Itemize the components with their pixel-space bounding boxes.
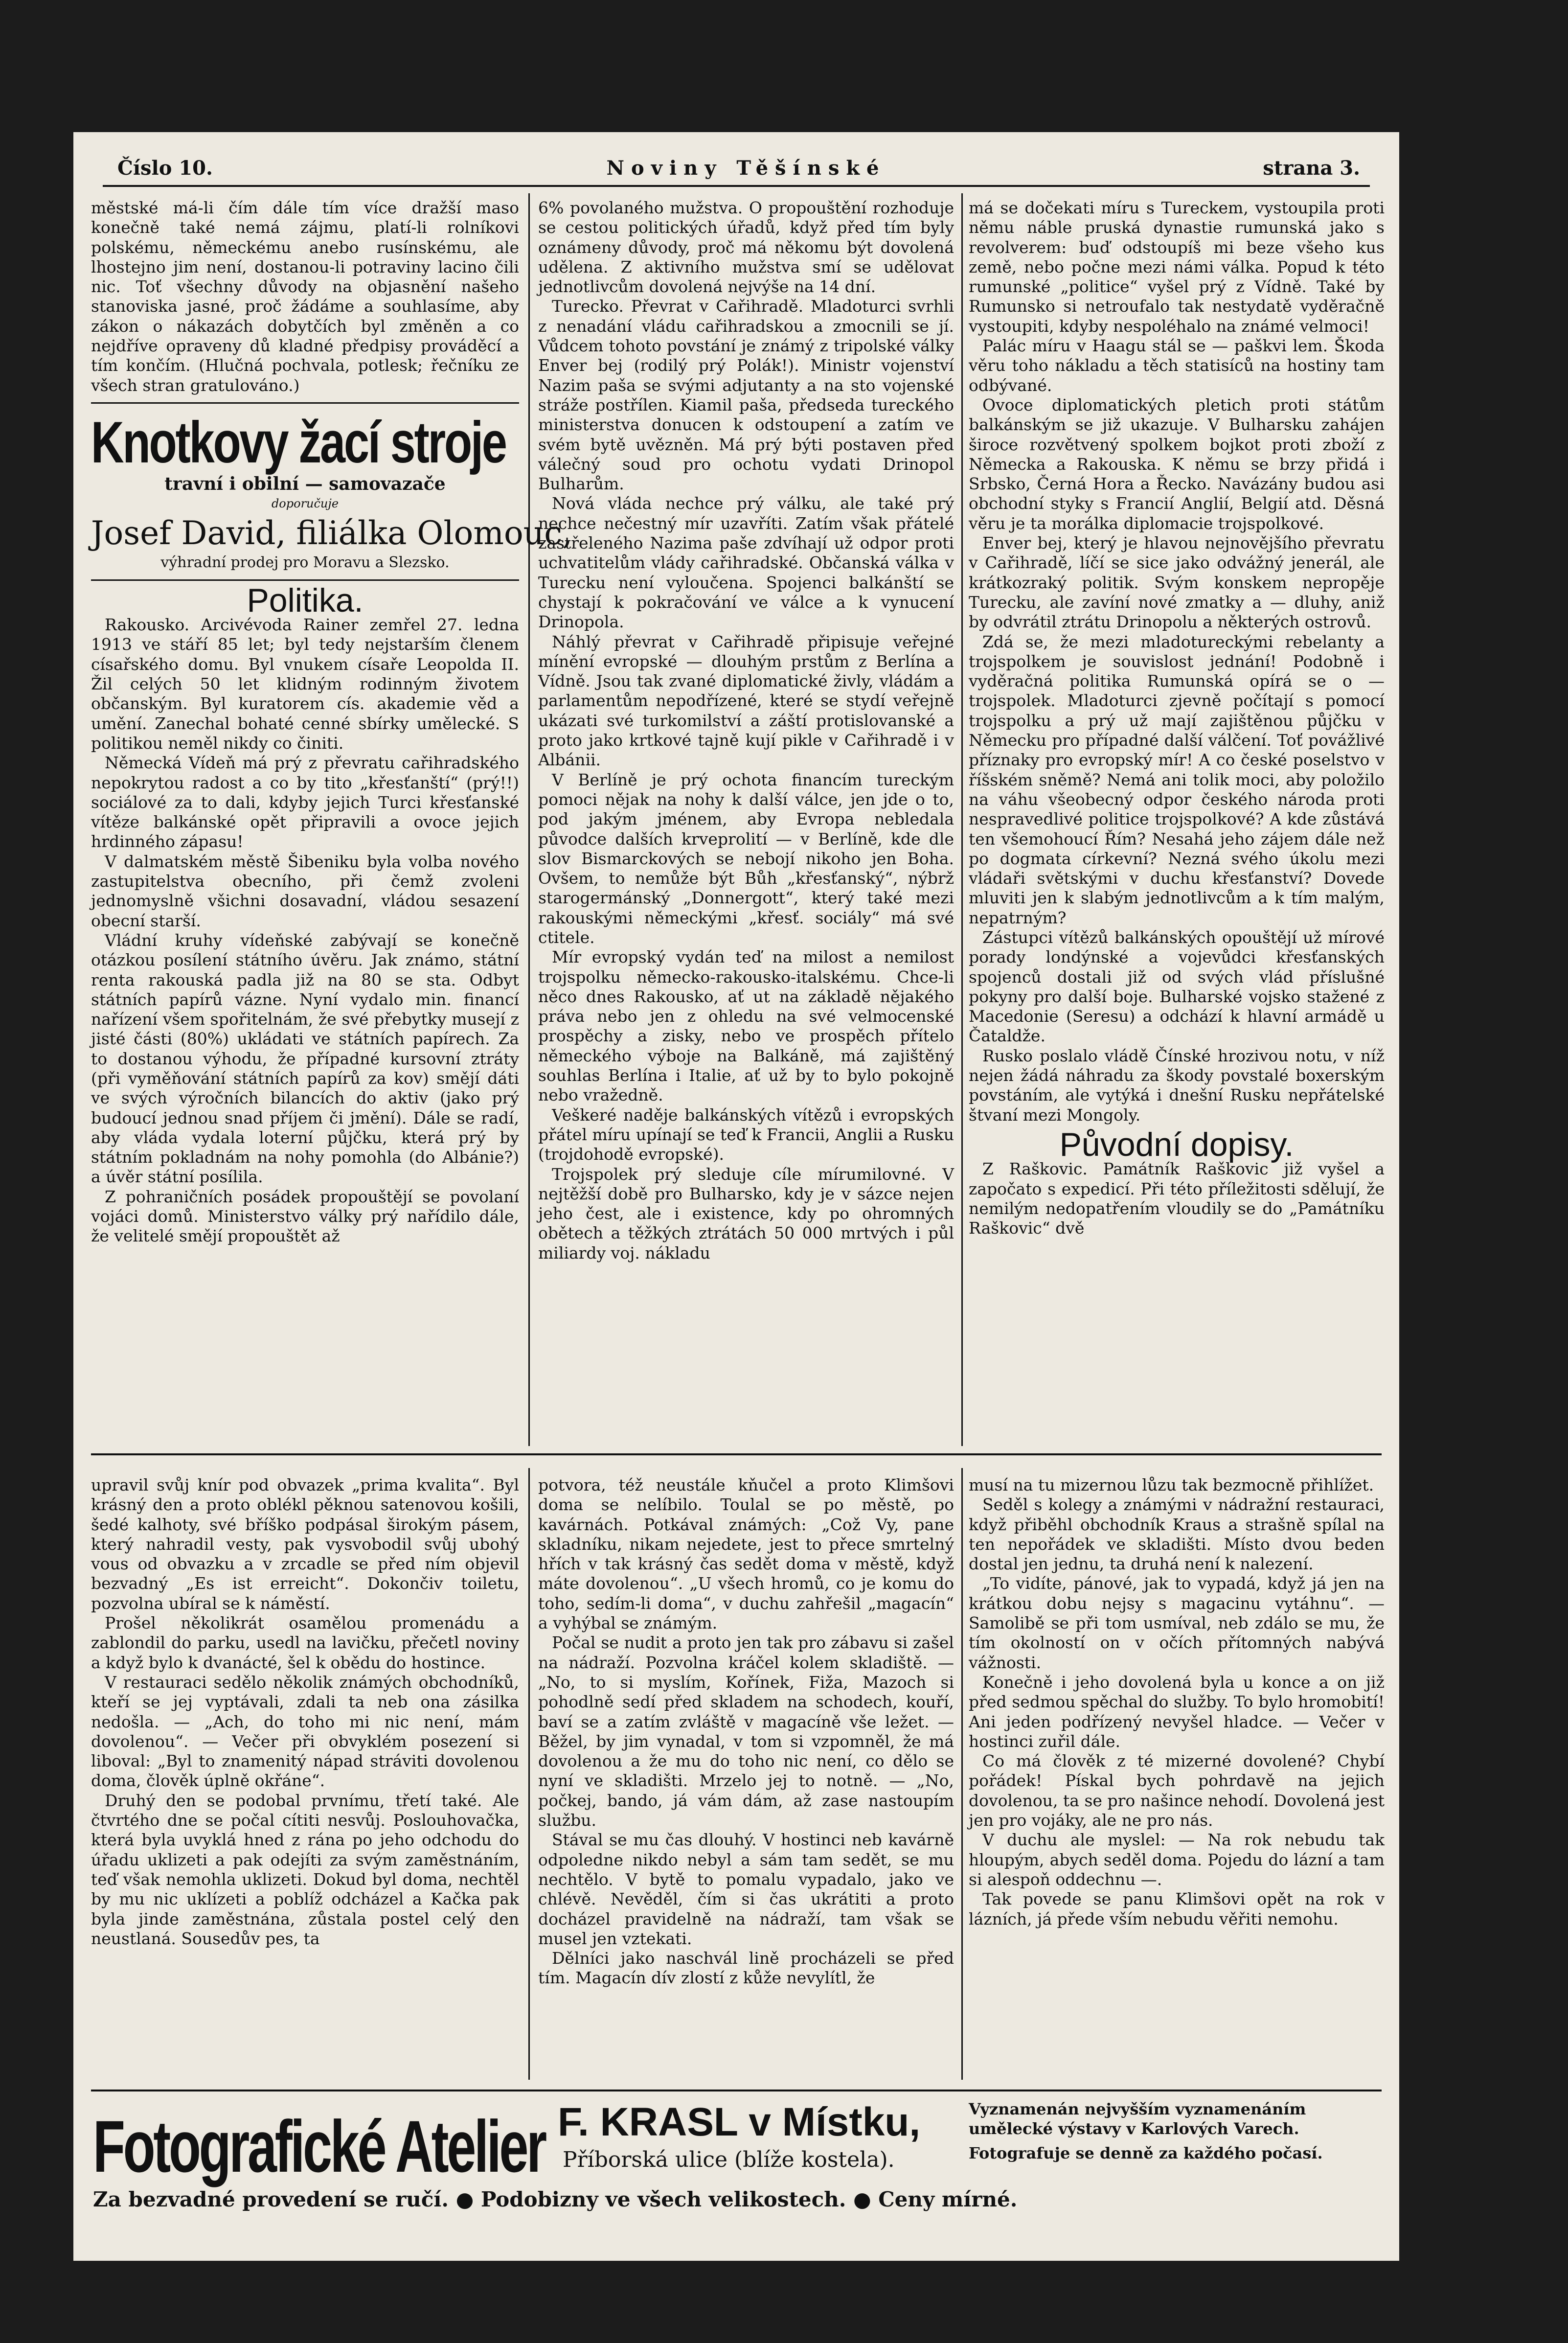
article-paragraph: má se dočekati míru s Tureckem, vystoupila proti němu náble pruská dynastie rumunská jako s revolverem: buď odstoupíš mi beze všeho kus země, nebo počne mezi námi válka. Popud k této rumunské „politice“ vyšel prý z Vídně. Také by Rumunsko si netroufalo tak nestydatě vyděračně vystoupiti, kdyby nespoléhalo na známé velmoci! — [969, 198, 1385, 336]
ad-knotek-recommend: doporučuje — [271, 497, 339, 511]
article-paragraph: V dalmatském městě Šibeniku byla volba nového zastupitelstva obecního, při čemž zvoleni jednomyslně všichni dosavadní, vládou sesazení obecní starší. — [91, 851, 519, 930]
column-divider — [528, 193, 530, 1446]
column-3 — [969, 198, 1385, 1238]
story-paragraph: Tak povede se panu Klimšovi opět na rok v lázních, já přede vším nebudu věřiti nemohu. — [969, 1889, 1385, 1929]
story-paragraph: Dělníci jako naschvál lině procházeli se před tím. Magacín dív zlostí z kůže nevylítl, že — [538, 1949, 954, 1988]
story-paragraph: Stával se mu čas dlouhý. V hostinci neb kavárně odpoledne nikdo nebyl a sám tam sedět, se mu nechtělo. V bytě to pomalu vypadalo, jako ve chlévě. Nevěděl, čím si čas ukrátiti a proto docházel pravidelně na nádraží, tam však se musel jen vztekati. — [538, 1830, 954, 1948]
article-paragraph: Rusko poslalo vládě Čínské hrozivou notu, v níž nejen žádá náhradu za škody povstalé boxerským povstáním, ale vytýká i dnešní Rusku nepřátelské štvaní mezi Mongoly. — [969, 1046, 1385, 1125]
ad-foto-weather: Fotografuje se denně za každého počasí. — [969, 2144, 1323, 2162]
article-paragraph: Z pohraničních posádek propouštějí se povolaní vojáci domů. Ministerstvo války prý nařídilo dále, že velitelé smějí propouštět až — [91, 1187, 519, 1246]
article-paragraph: Vládní kruhy vídeňské zabývají se konečně otázkou posílení státního úvěru. Jak známo, státní renta rakouská padla již na 80 se sta. Odbyt státních papírů vázne. Nyní vydalo min. financí nařízení všem spořitelnám, že své přebytky musejí z jisté části (80%) ukládati ve státních papírech. Za to dostanou výhodu, že případné kursovní ztráty (při vyměňování státních papírů za kov) smějí dáti ve svých výročních bilancích do aktiv (jako prý budoucí jednou snad příjem či jmění). Dále se radí, aby vláda vydala loterní půjčku, která prý by státním pokladnám na nohy pomohla (do Albánie?) a úvěr státní posílila. — [91, 930, 519, 1187]
article-paragraph: Rakousko. Arcivévoda Rainer zemřel 27. ledna 1913 ve stáří 85 let; byl tedy nejstarším členem císařského domu. Byl vnukem císaře Leopolda II. Žil celých 50 let klidným rodinným životem občanským. Byl kuratorem cís. akademie věd a umění. Zanechal bohaté cenné sbírky umělecké. S politikou neměl nikdy co činiti. — [91, 615, 519, 753]
story-paragraph: Počal se nudit a proto jen tak pro zábavu si zašel na nádraží. Pozvolna kráčel kolem skladiště. — „No, to si myslím, Kořínek, Fiža, Mazoch si pohodlně sedí před skladem na schodech, kouří, baví se a zatím zvláště v magacíně vše ležet. — Běžel, by jim vynadal, v tom si vzpomněl, že má dovolenou a že mu do toho nic není, co dělo se nyní ve skladišti. Mrzelo jej to notně. — „No, počkej, bando, já vám dám, až zase nastoupím službu. — [538, 1633, 954, 1830]
ad-foto-owner: F. KRASL v Místku, — [558, 2100, 921, 2144]
section-rule — [91, 1453, 1382, 1455]
divider — [91, 402, 519, 404]
column-2 — [538, 198, 954, 1263]
article-text: městské má-li čím dále tím více dražší maso konečně také nemá zájmu, platí-li rolníkovi polskému, německému anebo rusínskému, ale lhostejno jim není, dostanou-li potraviny lacino čili nic. Toť všechny důvody na objasnění našeho stanoviska jasné, proč žádáme a souhlasíme, aby zákon o nákazách dobytčích byl změněn a co nejdříve opraveny dů kladné předpisy prováděcí a tím končím. (Hlučná pochvala, potlesk; řečníku ze všech stran gratulováno.) — [91, 198, 519, 395]
ad-knotek-title: Knotkovy žací stroje — [91, 409, 506, 475]
article-paragraph: Trojspolek prý sleduje cíle mírumilovné. V nejtěžší době pro Bulharsko, kdy je v sázce nejen jeho čest, ale i existence, kdy po ohromných obětech a těžkých ztrátách 50 000 mrtvých i půl miliardy voj. nákladu — [538, 1164, 954, 1263]
ad-foto-slogan: Za bezvadné provedení se ručí. ● Podobizny ve všech velikostech. ● Ceny mírné. — [93, 2187, 1018, 2211]
ad-knotek-company: Josef David, filiálka Olomouc, — [91, 514, 573, 552]
ad-knotek-subtitle: travní i obilní — samovazače — [164, 473, 446, 494]
story-paragraph: „To vidíte, pánové, jak to vypadá, když já jen na krátkou dobu nejsy s magacinu vytáhnu“. — Samolibě se při tom usmíval, neb zdálo se mu, že tím okolností on v očích přítomných nabývá vážnosti. — [969, 1574, 1385, 1672]
story-paragraph: upravil svůj knír pod obvazek „prima kvalita“. Byl krásný den a proto oblékl pěknou satenovou košili, šedé kalhoty, své bříško podpásal širokým pásem, který nahradil vesty, pak vysvobodil svůj ubohý vous od obvazku a v zrcadle se před ním objevil bezvadný „Es ist erreicht“. Dokončiv toiletu, pozvolna ubíral se k náměstí. — [91, 1475, 519, 1613]
ad-foto-address: Příborská ulice (blíže kostela). — [563, 2147, 895, 2172]
column-divider — [961, 193, 963, 1446]
article-paragraph: V Berlíně je prý ochota financím tureckým pomoci nějak na nohy k další válce, jen jde o to, pod jakým jménem, aby Evropa nebledala původce dalších krveprolití — v Berlíně, kde dle slov Bismarckových se nebojí nikoho jen Boha. Ovšem, to nemůže být Bůh „křesťanský“, nýbrž starogermánský „Donnergott“, který také mezi rakouskými německými „křesť. sociály“ má své ctitele. — [538, 770, 954, 947]
ad-foto-title: Fotografické Atelier — [93, 2105, 545, 2187]
story-column-1 — [91, 1475, 519, 1949]
article-paragraph: Německá Vídeň má prý z převratu cařihradského nepokrytou radost a co by tito „křesťanští“ (prý!!) sociálové za to dali, kdyby jejich Turci křesťanské vítěze balkánské opět připravili a ovoce jejich hrdinného zápasu! — [91, 753, 519, 851]
masthead: Noviny Těšínské — [606, 157, 886, 180]
section-heading-politika: Politika. — [247, 581, 364, 619]
ad-rule — [91, 2090, 1382, 2091]
page-number: strana 3. — [1263, 157, 1360, 180]
column-divider — [961, 1468, 963, 2080]
story-column-3 — [969, 1475, 1385, 1929]
story-paragraph: Druhý den se podobal prvnímu, třetí také. Ale čtvrtého dne se počal cítiti nesvůj. Poslouhovačka, která byla uvyklá hned z rána po jeho odchodu do úřadu uklizeti a pak odejíti za svým zaměstnáním, teď však nemohla uklizeti. Dokud byl doma, nechtěl by mu nic uklízeti a poblíž odcházel a Kačka pak byla jinde zaměstnána, zůstala postel celý den neustlaná. Sousedův pes, ta — [91, 1791, 519, 1948]
ad-knotek-sales: výhradní prodej pro Moravu a Slezsko. — [160, 553, 450, 571]
story-paragraph: Konečně i jeho dovolená byla u konce a on již před sedmou spěchal do služby. To bylo hromobití! Ani jeden podřízený nevyšel hladce. — Večer v hostinci zuřil dále. — [969, 1672, 1385, 1751]
story-paragraph: Co má člověk z té mizerné dovolené? Chybí pořádek! Pískal bych pohrdavě na jejich dovolenou, ta se pro našince nehodí. Dovolená jest jen pro vojáky, ale ne pro nás. — [969, 1751, 1385, 1830]
story-paragraph: Prošel několikrát osamělou promenádu a zablondil do parku, usedl na lavičku, přečetl noviny a když bylo k dvanácté, šel k obědu do hostince. — [91, 1613, 519, 1672]
story-paragraph: potvora, též neustále kňučel a proto Klimšovi doma se nelíbilo. Toulal se po městě, po kavárnách. Potkával známých: „Což Vy, pane skladníku, nikam nejedete, jest to přece smrtelný hřích v tak krásný čas sedět doma v městě, když máte dovolenou“. „U všech hromů, co je komu do toho, sedím-li doma“, v duchu zahřešil „magacín“ a vyhýbal se známým. — [538, 1475, 954, 1633]
story-column-2 — [538, 1475, 954, 1988]
article-paragraph: Zástupci vítězů balkánských opouštějí už mírové porady londýnské a vojevůdci křesťanských spojenců dostali již od svých vlád příslušné pokyny pro další boje. Bulharské vojsko stažené z Macedonie (Seresu) a odchází k hlavní armádě u Čataldže. — [969, 927, 1385, 1046]
article-paragraph: Veškeré naděje balkánských vítězů i evropských přátel míru upínají se teď k Francii, Anglii a Rusku (trojdohodě evropské). — [538, 1105, 954, 1164]
divider — [91, 579, 519, 581]
article-paragraph: Palác míru v Haagu stál se — paškvi lem. Škoda věru toho nákladu a těch statisíců na hostiny tam odbývané. — [969, 336, 1385, 395]
issue-number: Číslo 10. — [117, 157, 213, 180]
column-divider — [528, 1468, 530, 2080]
story-paragraph: V restauraci sedělo několik známých obchodníků, kteří se jej vyptávali, zdali ta neb ona zásilka nedošla. — „Ach, do toho mi nic není, mám dovolenou“. — Večer při obvyklém posezení si liboval: „Byl to znamenitý nápad stráviti dovolenou doma, člověk úplně okřáne“. — [91, 1672, 519, 1791]
ad-foto-award: Vyznamenán nejvyšším vyznamenáním umělecké výstavy v Karlových Varech. — [969, 2100, 1306, 2138]
article-paragraph: Enver bej, který je hlavou nejnovějšího převratu v Cařihradě, líčí se sice jako odvážný jenerál, ale krátkozraký politik. Svým konskem nepropěje Turecku, ale zavíní nové zmatky a — dluhy, aniž by odvrátil ztrátu Drinopolu a některých ostrovů. — [969, 533, 1385, 632]
article-paragraph: Zdá se, že mezi mladotureckými rebelanty a trojspolkem je souvislost jednání! Podobně i vyděračná politika Rumunská opírá se o — trojspolek. Mladoturci zjevně počítají s pomocí trojspolku a prý už mají zajištěnou půjčku v Německu pro případné další válčení. Toť povážlivé příznaky pro evropský mír! A co české poselstvo v říšském sněmě? Nemá ani tolik moci, aby položilo na váhu všeobecný odpor českého národa proti nespravedlivé politice trojspolkové? A kde zůstává ten všemohoucí Řím? Nesahá jeho zájem dále než po dogmata církevní? Nezná svého úkolu mezi vládaři světskými v duchu křesťanství? Dovede mluviti jen k slabým jednotlivcům a k tím malým, nepatrným? — [969, 632, 1385, 927]
article-paragraph: Nová vláda nechce prý válku, ale také prý nechce nečestný mír uzavříti. Zatím však přátelé zastřeleného Nazima paše zdvíhají už odpor proti uchvatitelům vlády cařihradské. Občanská válka v Turecku není vyloučena. Spojenci balkánští se chystají k pokračování ve válce a k vynucení Drinopola. — [538, 494, 954, 632]
section-heading-puvodni-dopisy: Původní dopisy. — [1059, 1126, 1294, 1163]
article-paragraph: Mír evropský vydán teď na milost a nemilost trojspolku německo-rakousko-italskému. Chce-li něco dnes Rakousko, ať ut na základě nějakého práva nebo jen z ohledu na své velmocenské prospěchy a zisky, nebo ve prospěch přítelo německého výboje na Balkáně, má zajištěný souhlas Berlína i Italie, ať už by to bylo pokojně nebo vražedně. — [538, 947, 954, 1105]
story-paragraph: V duchu ale myslel: — Na rok nebudu tak hloupým, abych seděl doma. Pojedu do lázní a tam si alespoň oddechnu —. — [969, 1830, 1385, 1889]
article-paragraph: Z Raškovic. Památník Raškovic již vyšel a započato s expedicí. Při této příležitosti sdělují, že nemilým nedopatřením vloudily se do „Památníku Raškovic“ dvě — [969, 1159, 1385, 1238]
newspaper-page — [73, 132, 1399, 2261]
article-paragraph: Turecko. Převrat v Cařihradě. Mladoturci svrhli z nenadání vládu cařihradskou a zmocnili se jí. Vůdcem tohoto povstání je známý z tripolské války Enver bej (rodilý prý Polák!). Ministr vojenství Nazim paša se svými adjutanty a na sto vojenské stráže postřílen. Kiamil paša, předseda tureckého ministerstva donucen k odstoupení a zatím ve svém bytě uvězněn. Má prý býti postaven před válečný soud pro ochotu vydati Drinopol Bulharům. — [538, 297, 954, 494]
story-paragraph: musí na tu mizernou lůzu tak bezmocně přihlížet. — [969, 1475, 1374, 1494]
header-rule — [103, 185, 1370, 187]
article-paragraph: 6% povolaného mužstva. O propouštění rozhoduje se cestou politických úřadů, když před tím byly oznámeny důvody, proč má někomu být dovolená udělena. Z aktivního mužstva smí se udělovat jednotlivcům dovolená nejvýše na 14 dní. — [538, 198, 954, 297]
story-paragraph: Seděl s kolegy a známými v nádražní restauraci, když přiběhl obchodník Kraus a strašně spílal na ten nepořádek ve skladišti. Místo dvou beden dostal jen jednu, ta druhá není k nalezení. — [969, 1495, 1385, 1574]
article-paragraph: Ovoce diplomatických pletich proti státům balkánským se již ukazuje. V Bulharsku zahájen široce rozvětvený spolkem bojkot proti zboží z Německa a Rakouska. K němu se brzy přidá i Srbsko, Černá Hora a Řecko. Navázány budou asi obchodní styky s Francií Anglií, Belgií atd. Děsná věru je ta morálka diplomacie trojspolkové. — [969, 395, 1385, 533]
article-paragraph: Náhlý převrat v Cařihradě připisuje veřejné mínění evropské — dlouhým prstům z Berlína a Vídně. Jsou tak zvané diplomatické živly, vládám a parlamentům nepodřízené, které se stydí veřejně ukázati své turkomilství a záští protislovanské a proto jako krtkové tajně kují pikle v Cařihradě i v Albánii. — [538, 632, 954, 770]
column-1 — [91, 198, 573, 1246]
